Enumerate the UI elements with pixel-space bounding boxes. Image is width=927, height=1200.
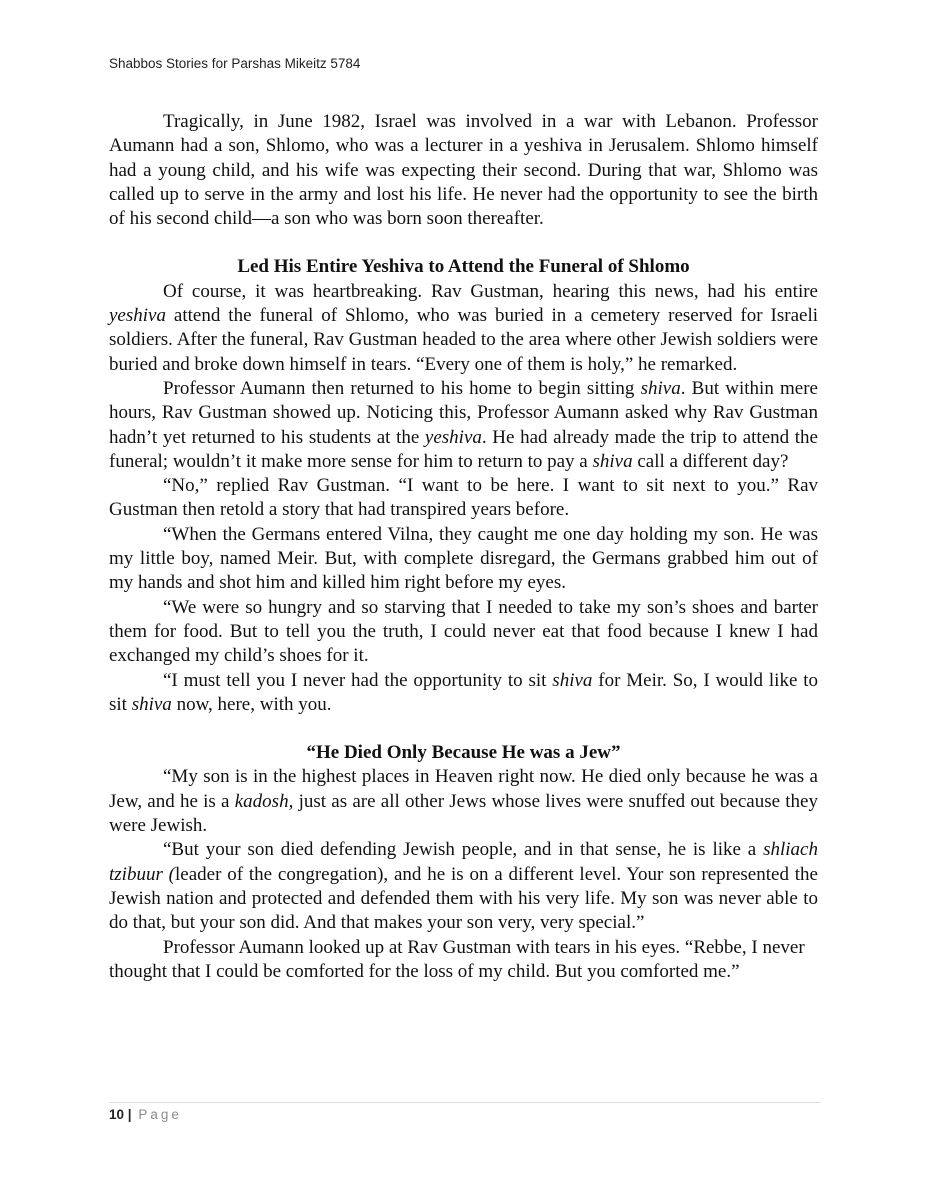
running-header: Shabbos Stories for Parshas Mikeitz 5784 [109, 56, 361, 71]
page-label: Page [138, 1107, 182, 1122]
paragraph-war: Tragically, in June 1982, Israel was involved in a war with Lebanon. Professor Aumann had a son, Shlomo, who was a lecturer in a yeshiva in Jerusalem. Shlomo himself had a young child, and his wife was expecting their second. During that war, Shlomo was called up to serve in the army and lost his life. He never had the opportunity to see the birth of his second child—a son who was born soon thereafter. [109, 111, 818, 230]
paragraph-sit-shiva: “I must tell you I never had the opportunity to sit shiva for Meir. So, I would like to sit shiva now, here, with you. [109, 669, 818, 715]
footer-separator: | [127, 1107, 132, 1122]
section-heading-jew: “He Died Only Because He was a Jew” [306, 742, 621, 764]
paragraph-funeral: Of course, it was heartbreaking. Rav Gustman, hearing this news, had his entire yeshiva attend the funeral of Shlomo, who was buried in a cemetery reserved for Israeli soldiers. After the funeral, Rav Gustman headed to the area where other Jewish soldiers were buried and broke down himself in tears. “Every one of them is holy,” he remarked. [109, 280, 818, 375]
paragraph-comforted: Professor Aumann looked up at Rav Gustman with tears in his eyes. “Rebbe, I never thought that I could be comforted for the loss of my child. But you comforted me.” [109, 936, 805, 982]
paragraph-shiva: Professor Aumann then returned to his home to begin sitting shiva. But within mere hours, Rav Gustman showed up. Noticing this, Professor Aumann asked why Rav Gustman hadn’t yet returned to his students at the yeshiva. He had already made the trip to attend the funeral; wouldn’t it make more sense for him to return to pay a shiva call a different day? [109, 377, 818, 472]
paragraph-vilna: “When the Germans entered Vilna, they caught me one day holding my son. He was my little boy, named Meir. But, with complete disregard, the Germans grabbed him out of my hands and shot him and killed him right before my eyes. [109, 523, 818, 594]
page-footer [109, 1107, 182, 1122]
paragraph-defending: “But your son died defending Jewish people, and in that sense, he is like a shliach tzibuur (leader of the congregation), and he is on a different level. Your son represented the Jewish nation and protected and defended them with his very life. My son was never able to do that, but your son did. And that makes your son very, very special.” [109, 839, 818, 934]
page-number: 10 [109, 1107, 125, 1122]
paragraph-reply: “No,” replied Rav Gustman. “I want to be here. I want to sit next to you.” Rav Gustman then retold a story that had transpired years before. [109, 475, 818, 521]
footer-divider [109, 1102, 820, 1103]
article-body [109, 110, 818, 984]
paragraph-heaven: “My son is in the highest places in Heaven right now. He died only because he was a Jew, and he is a kadosh, just as are all other Jews whose lives were snuffed out because they were Jewish. [109, 766, 818, 837]
section-heading-funeral: Led His Entire Yeshiva to Attend the Funeral of Shlomo [237, 256, 690, 278]
paragraph-shoes: “We were so hungry and so starving that I needed to take my son’s shoes and barter them for food. But to tell you the truth, I could never eat that food because I knew I had exchanged my child’s shoes for it. [109, 596, 818, 667]
